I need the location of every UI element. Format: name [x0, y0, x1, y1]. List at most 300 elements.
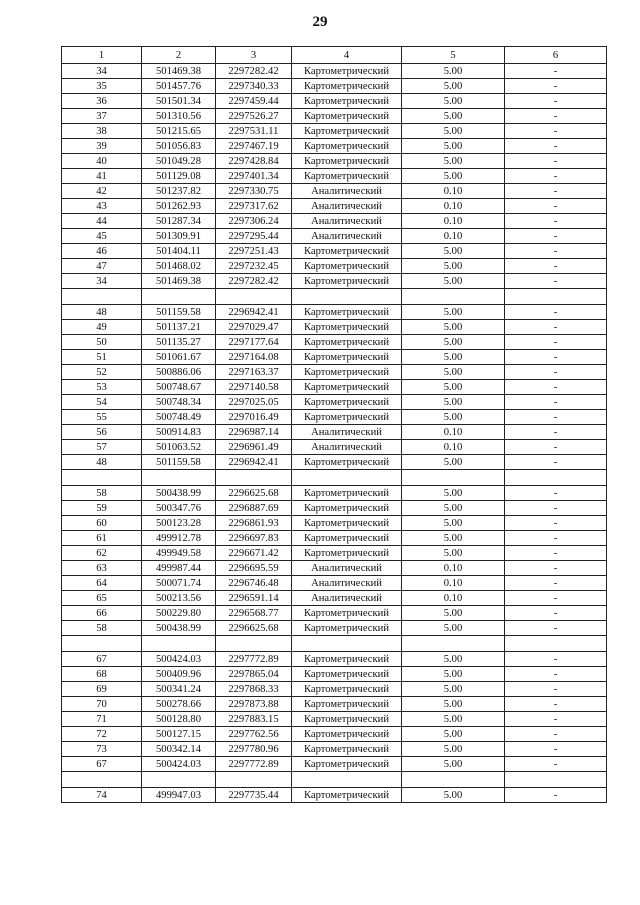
- x-coordinate-cell: 501404.11: [142, 244, 216, 259]
- accuracy-cell: 0.10: [402, 184, 505, 199]
- y-coordinate-cell: 2297317.62: [216, 199, 292, 214]
- method-cell: Картометрический: [292, 305, 402, 320]
- table-row: [62, 652, 607, 667]
- method-cell: Картометрический: [292, 727, 402, 742]
- accuracy-cell: 5.00: [402, 682, 505, 697]
- x-coordinate-cell: 499949.58: [142, 546, 216, 561]
- point-number-cell: 57: [62, 440, 142, 455]
- x-coordinate-cell: [142, 470, 216, 486]
- x-coordinate-cell: 501469.38: [142, 274, 216, 289]
- point-number-cell: 73: [62, 742, 142, 757]
- accuracy-cell: 5.00: [402, 757, 505, 772]
- y-coordinate-cell: 2296861.93: [216, 516, 292, 531]
- y-coordinate-cell: 2297735.44: [216, 788, 292, 803]
- note-cell: -: [505, 531, 607, 546]
- x-coordinate-cell: 501237.82: [142, 184, 216, 199]
- method-cell: Аналитический: [292, 214, 402, 229]
- y-coordinate-cell: 2296697.83: [216, 531, 292, 546]
- table-row: [62, 184, 607, 199]
- accuracy-cell: 5.00: [402, 244, 505, 259]
- y-coordinate-cell: 2296625.68: [216, 621, 292, 636]
- method-cell: Картометрический: [292, 682, 402, 697]
- table-row: [62, 320, 607, 335]
- accuracy-cell: 5.00: [402, 154, 505, 169]
- accuracy-cell: 0.10: [402, 425, 505, 440]
- accuracy-cell: 5.00: [402, 531, 505, 546]
- point-number-cell: 39: [62, 139, 142, 154]
- x-coordinate-cell: 500123.28: [142, 516, 216, 531]
- note-cell: -: [505, 606, 607, 621]
- y-coordinate-cell: 2297177.64: [216, 335, 292, 350]
- y-coordinate-cell: 2297232.45: [216, 259, 292, 274]
- note-cell: -: [505, 652, 607, 667]
- method-cell: Картометрический: [292, 697, 402, 712]
- accuracy-cell: 0.10: [402, 229, 505, 244]
- column-header: 6: [505, 47, 607, 64]
- note-cell: -: [505, 455, 607, 470]
- method-cell: Картометрический: [292, 486, 402, 501]
- y-coordinate-cell: 2296568.77: [216, 606, 292, 621]
- note-cell: -: [505, 486, 607, 501]
- accuracy-cell: 0.10: [402, 591, 505, 606]
- point-number-cell: 48: [62, 305, 142, 320]
- accuracy-cell: 0.10: [402, 561, 505, 576]
- y-coordinate-cell: 2297772.89: [216, 757, 292, 772]
- accuracy-cell: 5.00: [402, 546, 505, 561]
- separator-row: [62, 470, 607, 486]
- note-cell: -: [505, 199, 607, 214]
- note-cell: -: [505, 621, 607, 636]
- y-coordinate-cell: 2297282.42: [216, 64, 292, 79]
- method-cell: Картометрический: [292, 606, 402, 621]
- point-number-cell: 40: [62, 154, 142, 169]
- x-coordinate-cell: 499912.78: [142, 531, 216, 546]
- page-number: 29: [312, 14, 328, 30]
- method-cell: [292, 289, 402, 305]
- point-number-cell: 62: [62, 546, 142, 561]
- note-cell: -: [505, 727, 607, 742]
- note-cell: -: [505, 742, 607, 757]
- table-row: [62, 64, 607, 79]
- accuracy-cell: 5.00: [402, 380, 505, 395]
- note-cell: -: [505, 305, 607, 320]
- y-coordinate-cell: 2297029.47: [216, 320, 292, 335]
- x-coordinate-cell: 501501.34: [142, 94, 216, 109]
- method-cell: Картометрический: [292, 757, 402, 772]
- method-cell: Картометрический: [292, 501, 402, 516]
- method-cell: Аналитический: [292, 229, 402, 244]
- x-coordinate-cell: 500748.49: [142, 410, 216, 425]
- point-number-cell: 74: [62, 788, 142, 803]
- accuracy-cell: [402, 772, 505, 788]
- method-cell: Картометрический: [292, 516, 402, 531]
- point-number-cell: 66: [62, 606, 142, 621]
- accuracy-cell: 5.00: [402, 320, 505, 335]
- y-coordinate-cell: 2296695.59: [216, 561, 292, 576]
- y-coordinate-cell: 2297780.96: [216, 742, 292, 757]
- note-cell: -: [505, 682, 607, 697]
- method-cell: Картометрический: [292, 531, 402, 546]
- x-coordinate-cell: 500914.83: [142, 425, 216, 440]
- accuracy-cell: [402, 636, 505, 652]
- x-coordinate-cell: 500213.56: [142, 591, 216, 606]
- note-cell: -: [505, 697, 607, 712]
- method-cell: Картометрический: [292, 395, 402, 410]
- table-row: [62, 365, 607, 380]
- method-cell: Картометрический: [292, 621, 402, 636]
- note-cell: -: [505, 214, 607, 229]
- x-coordinate-cell: 500342.14: [142, 742, 216, 757]
- point-number-cell: 38: [62, 124, 142, 139]
- coordinates-table: [61, 46, 607, 803]
- point-number-cell: 60: [62, 516, 142, 531]
- y-coordinate-cell: 2296625.68: [216, 486, 292, 501]
- x-coordinate-cell: 500341.24: [142, 682, 216, 697]
- x-coordinate-cell: 501468.02: [142, 259, 216, 274]
- x-coordinate-cell: 501215.65: [142, 124, 216, 139]
- y-coordinate-cell: 2297140.58: [216, 380, 292, 395]
- accuracy-cell: [402, 470, 505, 486]
- point-number-cell: 48: [62, 455, 142, 470]
- table-row: [62, 79, 607, 94]
- table-row: [62, 259, 607, 274]
- point-number-cell: 53: [62, 380, 142, 395]
- note-cell: -: [505, 757, 607, 772]
- x-coordinate-cell: 500229.80: [142, 606, 216, 621]
- accuracy-cell: 5.00: [402, 64, 505, 79]
- y-coordinate-cell: 2297016.49: [216, 410, 292, 425]
- point-number-cell: [62, 470, 142, 486]
- accuracy-cell: 5.00: [402, 788, 505, 803]
- method-cell: Картометрический: [292, 335, 402, 350]
- x-coordinate-cell: 501262.93: [142, 199, 216, 214]
- note-cell: -: [505, 64, 607, 79]
- point-number-cell: 68: [62, 667, 142, 682]
- point-number-cell: 58: [62, 486, 142, 501]
- x-coordinate-cell: 501137.21: [142, 320, 216, 335]
- point-number-cell: 37: [62, 109, 142, 124]
- accuracy-cell: 5.00: [402, 516, 505, 531]
- y-coordinate-cell: 2297330.75: [216, 184, 292, 199]
- y-coordinate-cell: [216, 289, 292, 305]
- table-body: [62, 64, 607, 803]
- method-cell: Картометрический: [292, 546, 402, 561]
- accuracy-cell: 5.00: [402, 395, 505, 410]
- y-coordinate-cell: 2297762.56: [216, 727, 292, 742]
- x-coordinate-cell: 501061.67: [142, 350, 216, 365]
- table-row: [62, 516, 607, 531]
- point-number-cell: 55: [62, 410, 142, 425]
- x-coordinate-cell: 500438.99: [142, 486, 216, 501]
- accuracy-cell: [402, 289, 505, 305]
- method-cell: Аналитический: [292, 184, 402, 199]
- accuracy-cell: 5.00: [402, 274, 505, 289]
- x-coordinate-cell: 501310.56: [142, 109, 216, 124]
- note-cell: -: [505, 576, 607, 591]
- note-cell: -: [505, 501, 607, 516]
- accuracy-cell: 5.00: [402, 335, 505, 350]
- method-cell: Картометрический: [292, 124, 402, 139]
- table-row: [62, 214, 607, 229]
- note-cell: -: [505, 350, 607, 365]
- table-row: [62, 350, 607, 365]
- table-row: [62, 154, 607, 169]
- method-cell: Картометрический: [292, 259, 402, 274]
- method-cell: Картометрический: [292, 320, 402, 335]
- x-coordinate-cell: [142, 772, 216, 788]
- accuracy-cell: 5.00: [402, 139, 505, 154]
- method-cell: Картометрический: [292, 652, 402, 667]
- method-cell: Картометрический: [292, 350, 402, 365]
- x-coordinate-cell: 501056.83: [142, 139, 216, 154]
- x-coordinate-cell: [142, 289, 216, 305]
- accuracy-cell: 0.10: [402, 199, 505, 214]
- y-coordinate-cell: 2297428.84: [216, 154, 292, 169]
- table-row: [62, 531, 607, 546]
- method-cell: Аналитический: [292, 199, 402, 214]
- y-coordinate-cell: 2297025.05: [216, 395, 292, 410]
- x-coordinate-cell: 500127.15: [142, 727, 216, 742]
- column-header: 1: [62, 47, 142, 64]
- method-cell: Аналитический: [292, 576, 402, 591]
- y-coordinate-cell: 2296987.14: [216, 425, 292, 440]
- x-coordinate-cell: 501063.52: [142, 440, 216, 455]
- table-row: [62, 546, 607, 561]
- table-row: [62, 757, 607, 772]
- method-cell: Картометрический: [292, 139, 402, 154]
- method-cell: Аналитический: [292, 425, 402, 440]
- method-cell: Картометрический: [292, 79, 402, 94]
- separator-row: [62, 289, 607, 305]
- y-coordinate-cell: 2296671.42: [216, 546, 292, 561]
- note-cell: -: [505, 546, 607, 561]
- note-cell: -: [505, 410, 607, 425]
- table-row: [62, 682, 607, 697]
- y-coordinate-cell: 2297295.44: [216, 229, 292, 244]
- accuracy-cell: 5.00: [402, 79, 505, 94]
- note-cell: -: [505, 94, 607, 109]
- table-row: [62, 139, 607, 154]
- accuracy-cell: 0.10: [402, 214, 505, 229]
- point-number-cell: 65: [62, 591, 142, 606]
- x-coordinate-cell: 500748.67: [142, 380, 216, 395]
- y-coordinate-cell: 2296961.49: [216, 440, 292, 455]
- accuracy-cell: 5.00: [402, 169, 505, 184]
- method-cell: Картометрический: [292, 712, 402, 727]
- accuracy-cell: 5.00: [402, 124, 505, 139]
- point-number-cell: 61: [62, 531, 142, 546]
- y-coordinate-cell: 2296887.69: [216, 501, 292, 516]
- accuracy-cell: 5.00: [402, 667, 505, 682]
- point-number-cell: 59: [62, 501, 142, 516]
- method-cell: [292, 636, 402, 652]
- x-coordinate-cell: 500071.74: [142, 576, 216, 591]
- table-row: [62, 576, 607, 591]
- x-coordinate-cell: 501049.28: [142, 154, 216, 169]
- point-number-cell: 72: [62, 727, 142, 742]
- table-row: [62, 667, 607, 682]
- x-coordinate-cell: 500347.76: [142, 501, 216, 516]
- note-cell: -: [505, 154, 607, 169]
- x-coordinate-cell: 501287.34: [142, 214, 216, 229]
- note-cell: -: [505, 788, 607, 803]
- table-row: [62, 380, 607, 395]
- note-cell: -: [505, 365, 607, 380]
- table-row: [62, 124, 607, 139]
- point-number-cell: 42: [62, 184, 142, 199]
- table-row: [62, 440, 607, 455]
- column-header: 5: [402, 47, 505, 64]
- point-number-cell: 45: [62, 229, 142, 244]
- point-number-cell: 58: [62, 621, 142, 636]
- accuracy-cell: 0.10: [402, 576, 505, 591]
- x-coordinate-cell: 500424.03: [142, 652, 216, 667]
- x-coordinate-cell: 500409.96: [142, 667, 216, 682]
- accuracy-cell: 5.00: [402, 606, 505, 621]
- y-coordinate-cell: [216, 470, 292, 486]
- point-number-cell: [62, 636, 142, 652]
- x-coordinate-cell: 501135.27: [142, 335, 216, 350]
- y-coordinate-cell: 2297401.34: [216, 169, 292, 184]
- y-coordinate-cell: 2297772.89: [216, 652, 292, 667]
- y-coordinate-cell: 2297467.19: [216, 139, 292, 154]
- accuracy-cell: 5.00: [402, 742, 505, 757]
- accuracy-cell: 5.00: [402, 652, 505, 667]
- method-cell: Картометрический: [292, 94, 402, 109]
- method-cell: Картометрический: [292, 788, 402, 803]
- table-row: [62, 425, 607, 440]
- y-coordinate-cell: 2297531.11: [216, 124, 292, 139]
- separator-row: [62, 772, 607, 788]
- note-cell: -: [505, 169, 607, 184]
- table-row: [62, 606, 607, 621]
- accuracy-cell: 5.00: [402, 109, 505, 124]
- note-cell: -: [505, 244, 607, 259]
- y-coordinate-cell: 2296942.41: [216, 305, 292, 320]
- method-cell: Картометрический: [292, 64, 402, 79]
- note-cell: -: [505, 440, 607, 455]
- table-row: [62, 410, 607, 425]
- x-coordinate-cell: 500128.80: [142, 712, 216, 727]
- point-number-cell: 36: [62, 94, 142, 109]
- y-coordinate-cell: 2296942.41: [216, 455, 292, 470]
- x-coordinate-cell: [142, 636, 216, 652]
- x-coordinate-cell: 500748.34: [142, 395, 216, 410]
- y-coordinate-cell: 2296746.48: [216, 576, 292, 591]
- table-row: [62, 335, 607, 350]
- y-coordinate-cell: [216, 772, 292, 788]
- x-coordinate-cell: 501457.76: [142, 79, 216, 94]
- table-header-row: [62, 47, 607, 64]
- y-coordinate-cell: 2297164.08: [216, 350, 292, 365]
- y-coordinate-cell: 2297459.44: [216, 94, 292, 109]
- y-coordinate-cell: 2297873.88: [216, 697, 292, 712]
- note-cell: -: [505, 320, 607, 335]
- note-cell: -: [505, 124, 607, 139]
- y-coordinate-cell: 2297306.24: [216, 214, 292, 229]
- x-coordinate-cell: 501309.91: [142, 229, 216, 244]
- point-number-cell: 46: [62, 244, 142, 259]
- accuracy-cell: 5.00: [402, 259, 505, 274]
- table-row: [62, 742, 607, 757]
- table-row: [62, 274, 607, 289]
- point-number-cell: 67: [62, 757, 142, 772]
- note-cell: -: [505, 380, 607, 395]
- point-number-cell: 67: [62, 652, 142, 667]
- x-coordinate-cell: 501129.08: [142, 169, 216, 184]
- note-cell: -: [505, 79, 607, 94]
- method-cell: Картометрический: [292, 109, 402, 124]
- note-cell: -: [505, 274, 607, 289]
- y-coordinate-cell: 2297163.37: [216, 365, 292, 380]
- accuracy-cell: 5.00: [402, 501, 505, 516]
- y-coordinate-cell: 2297526.27: [216, 109, 292, 124]
- note-cell: -: [505, 667, 607, 682]
- table-row: [62, 169, 607, 184]
- accuracy-cell: 5.00: [402, 621, 505, 636]
- point-number-cell: 43: [62, 199, 142, 214]
- table-row: [62, 788, 607, 803]
- column-header: 2: [142, 47, 216, 64]
- point-number-cell: 41: [62, 169, 142, 184]
- point-number-cell: 70: [62, 697, 142, 712]
- note-cell: -: [505, 712, 607, 727]
- point-number-cell: 69: [62, 682, 142, 697]
- table-row: [62, 305, 607, 320]
- accuracy-cell: 5.00: [402, 350, 505, 365]
- y-coordinate-cell: 2297865.04: [216, 667, 292, 682]
- note-cell: -: [505, 561, 607, 576]
- method-cell: Картометрический: [292, 380, 402, 395]
- x-coordinate-cell: 500886.06: [142, 365, 216, 380]
- table-row: [62, 455, 607, 470]
- point-number-cell: 35: [62, 79, 142, 94]
- y-coordinate-cell: 2297340.33: [216, 79, 292, 94]
- table-row: [62, 591, 607, 606]
- column-header: 4: [292, 47, 402, 64]
- point-number-cell: 50: [62, 335, 142, 350]
- accuracy-cell: 5.00: [402, 486, 505, 501]
- method-cell: Аналитический: [292, 591, 402, 606]
- table-row: [62, 697, 607, 712]
- note-cell: -: [505, 335, 607, 350]
- table-row: [62, 501, 607, 516]
- table-row: [62, 199, 607, 214]
- note-cell: -: [505, 259, 607, 274]
- x-coordinate-cell: 500438.99: [142, 621, 216, 636]
- accuracy-cell: 5.00: [402, 712, 505, 727]
- table-row: [62, 229, 607, 244]
- point-number-cell: 34: [62, 274, 142, 289]
- x-coordinate-cell: 500278.66: [142, 697, 216, 712]
- x-coordinate-cell: 501469.38: [142, 64, 216, 79]
- point-number-cell: 54: [62, 395, 142, 410]
- accuracy-cell: 5.00: [402, 410, 505, 425]
- accuracy-cell: 5.00: [402, 305, 505, 320]
- point-number-cell: 64: [62, 576, 142, 591]
- method-cell: Картометрический: [292, 169, 402, 184]
- point-number-cell: 52: [62, 365, 142, 380]
- table-row: [62, 244, 607, 259]
- method-cell: Картометрический: [292, 742, 402, 757]
- accuracy-cell: 5.00: [402, 365, 505, 380]
- table-row: [62, 94, 607, 109]
- note-cell: [505, 772, 607, 788]
- note-cell: [505, 289, 607, 305]
- table-row: [62, 109, 607, 124]
- method-cell: Картометрический: [292, 365, 402, 380]
- y-coordinate-cell: 2297868.33: [216, 682, 292, 697]
